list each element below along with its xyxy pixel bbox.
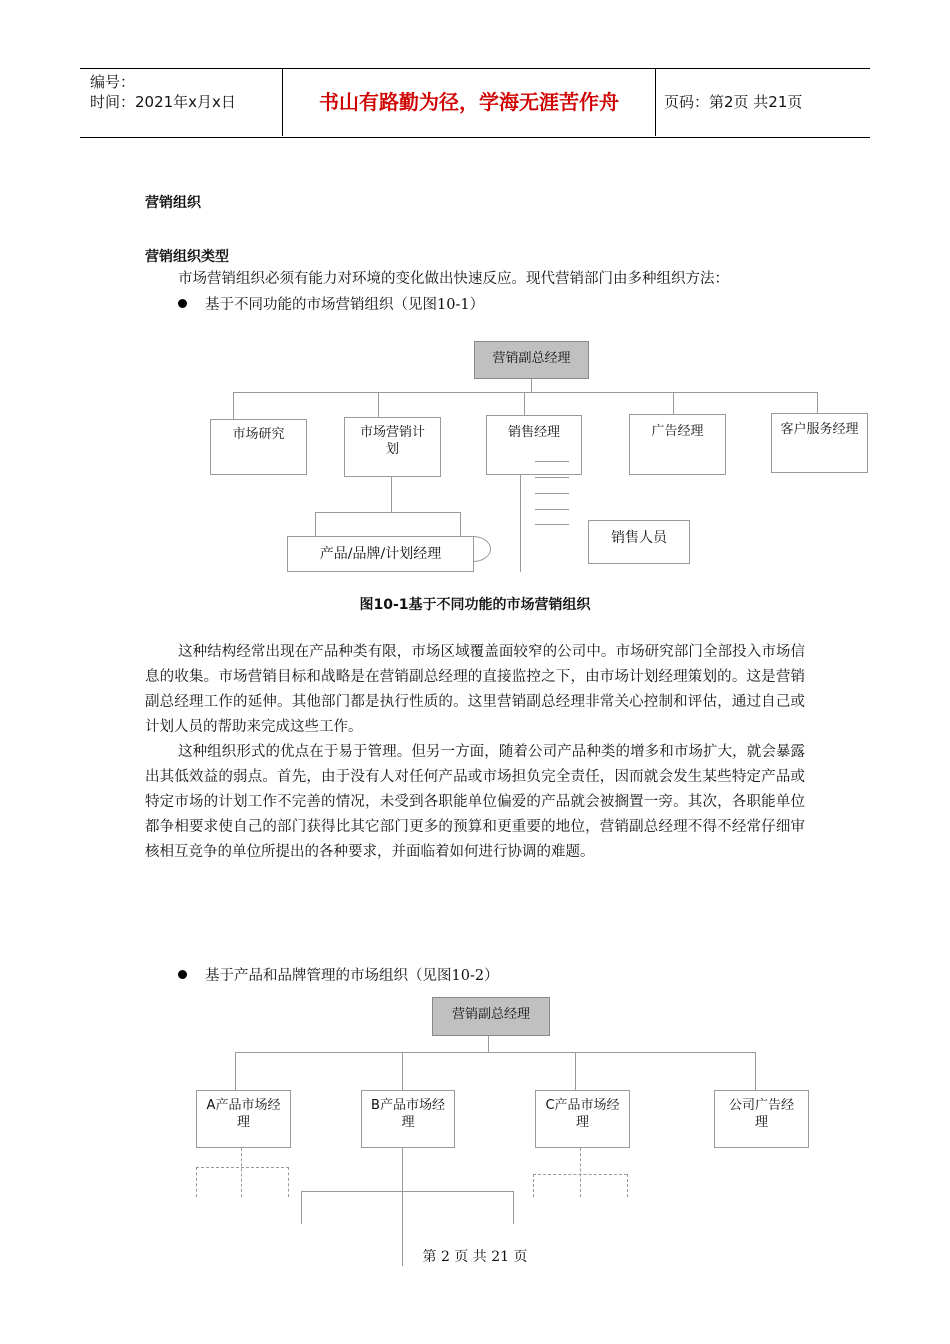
header-page-number: 页码：第2页 共21页 — [664, 93, 803, 111]
connector-line — [378, 392, 379, 417]
org-box-product-a: A产品市场经理 — [196, 1090, 291, 1148]
bullet-item-2 — [178, 964, 499, 985]
org-box-sales-staff: 销售人员 — [588, 520, 690, 564]
connector-line — [288, 1167, 289, 1197]
connector-line — [580, 1148, 581, 1197]
figure-caption: 图10-1基于不同功能的市场营销组织 — [359, 597, 591, 613]
connector-line — [315, 512, 461, 513]
connector-line — [520, 475, 521, 572]
connector-line — [233, 392, 234, 419]
connector-line — [233, 392, 818, 393]
bullet-text: 基于不同功能的市场营销组织（见图10-1） — [205, 297, 485, 313]
org-box-vp: 营销副总经理 — [432, 997, 550, 1036]
header-time: 时间：2021年x月x日 — [90, 93, 236, 111]
bullet-text: 基于产品和品牌管理的市场组织（见图10-2） — [205, 968, 499, 984]
header-left — [90, 72, 236, 112]
page-footer: 第 2 页 共 21 页 — [422, 1249, 528, 1265]
connector-line — [673, 392, 674, 414]
connector-line — [235, 1052, 756, 1053]
connector-line — [301, 1191, 302, 1224]
connector-line — [531, 379, 532, 392]
stacked-line — [535, 524, 569, 525]
org-box-customer-service: 客户服务经理 — [771, 413, 868, 473]
connector-line — [755, 1052, 756, 1090]
header-divider — [655, 68, 656, 136]
body-paragraph-1: 这种结构经常出现在产品种类有限，市场区域覆盖面较窄的公司中。市场研究部门全部投入市场信息的收集。市场营销目标和战略是在营销副总经理的直接监控之下，由市场计划经理策划的。这是营销副总经理工作的延伸。其他部门都是执行性质的。这里营销副总经理非常关心控制和评估，通过自己或计划人员的帮助来完成这些工作。 — [145, 644, 805, 735]
bullet-icon — [178, 970, 187, 979]
org-box-product-b: B产品市场经理 — [361, 1090, 455, 1148]
header-motto: 书山有路勤为径，学海无涯苦作舟 — [319, 90, 619, 114]
connector-line — [301, 1191, 514, 1192]
connector-line — [524, 392, 525, 415]
connector-line — [488, 1036, 489, 1053]
connector-line — [196, 1167, 197, 1197]
connector-line — [575, 1052, 576, 1090]
connector-line — [513, 1191, 514, 1224]
connector-line — [460, 512, 461, 536]
stacked-line — [535, 493, 569, 494]
org-box-sales-manager: 销售经理 — [486, 415, 582, 475]
stacked-line — [535, 509, 569, 510]
org-box-product-brand-manager: 产品/品牌/计划经理 — [287, 536, 474, 572]
connector-line — [627, 1174, 628, 1197]
org-box-marketing-planning: 市场营销计划 — [344, 417, 441, 477]
org-box-product-c: C产品市场经理 — [535, 1090, 630, 1148]
header-divider — [282, 68, 283, 136]
org-box-market-research: 市场研究 — [210, 419, 307, 475]
subsection-title: 营销组织类型 — [145, 249, 229, 265]
org-box-vp: 营销副总经理 — [474, 341, 589, 379]
body-paragraph-2: 这种组织形式的优点在于易于管理。但另一方面，随着公司产品种类的增多和市场扩大，就会暴露出其低效益的弱点。首先，由于没有人对任何产品或市场担负完全责任，因而就会发生某些特定产品或特定市场的计划工作不完善的情况，未受到各职能单位偏爱的产品就会被搁置一旁。其次，各职能单位都争相要求使自己的部门获得比其它部门更多的预算和更重要的地位，营销副总经理不得不经常仔细审核相互竞争的单位所提出的各种要求，并面临着如何进行协调的难题。 — [145, 744, 805, 860]
stacked-line — [535, 461, 569, 462]
bullet-icon — [178, 299, 187, 308]
connector-line — [391, 477, 392, 512]
org-box-advertising-manager: 广告经理 — [629, 414, 726, 475]
header-number: 编号： — [90, 73, 136, 91]
stacked-line — [535, 477, 569, 478]
connector-line — [402, 1052, 403, 1090]
connector-line — [533, 1174, 627, 1175]
connector-line — [235, 1052, 236, 1090]
connector-line — [817, 392, 818, 413]
connector-line — [315, 512, 316, 536]
bullet-item-1 — [178, 293, 484, 314]
connector-line — [196, 1167, 289, 1168]
section-title: 营销组织 — [145, 195, 201, 211]
connector-line — [533, 1174, 534, 1197]
org-box-corporate-advertising: 公司广告经理 — [714, 1090, 809, 1148]
intro-paragraph: 市场营销组织必须有能力对环境的变化做出快速反应。现代营销部门由多种组织方法： — [178, 271, 729, 287]
connector-line — [241, 1148, 242, 1197]
